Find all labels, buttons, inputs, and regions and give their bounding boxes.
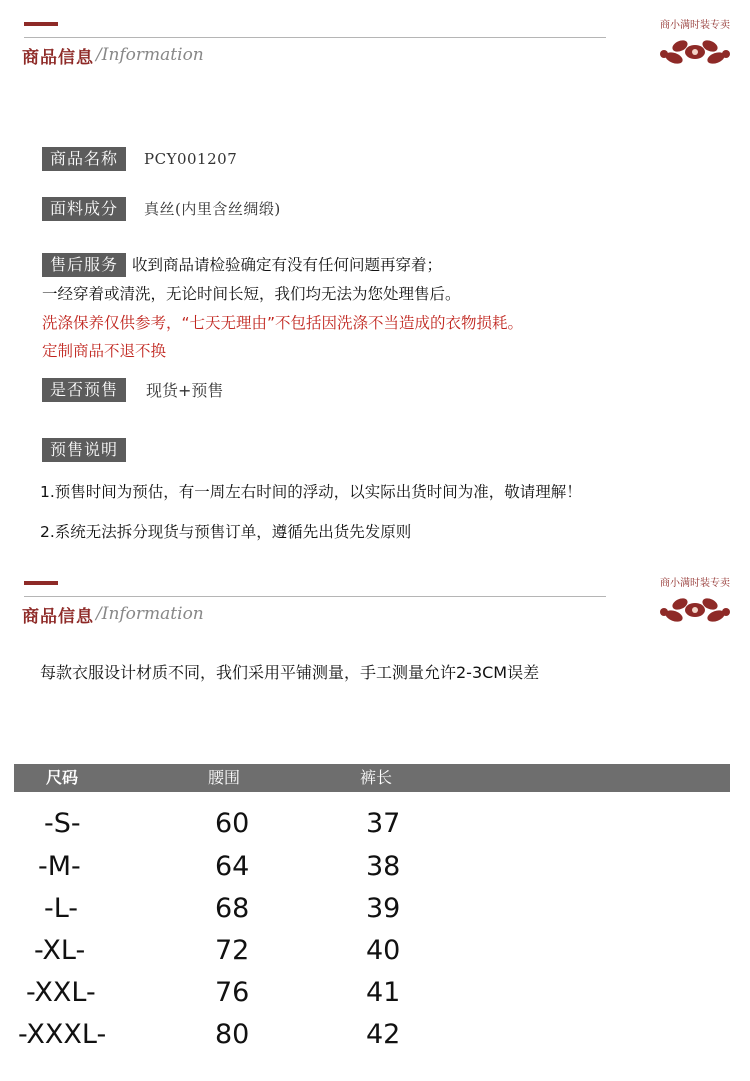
presale-value: 现货+预售 [146, 381, 224, 400]
length-cell: 39 [366, 893, 401, 924]
measurement-note: 每款衣服设计材质不同，我们采用平铺测量，手工测量允许2-3CM误差 [40, 663, 540, 682]
product-name-label: 商品名称 [42, 147, 126, 171]
fabric-label: 面料成分 [42, 197, 126, 221]
length-cell: 42 [366, 1019, 401, 1050]
svg-text:商小满时装专卖: 商小满时装专卖 [660, 20, 730, 31]
section-title: 商品信息 [22, 607, 94, 627]
after-sales-line-2: 一经穿着或清洗，无论时间长短，我们均无法为您处理售后。 [42, 285, 461, 303]
size-column-header: 尺码 [46, 768, 79, 787]
waist-cell: 60 [215, 808, 250, 839]
presale-note-2: 2.系统无法拆分现货与预售订单，遵循先出货先发原则 [40, 523, 412, 541]
size-cell: -XXL- [26, 977, 96, 1008]
after-sales-line-1: 收到商品请检验确定有没有任何问题再穿着； [132, 256, 443, 274]
section-subtitle: /Information [96, 45, 204, 65]
waist-column-header: 腰围 [208, 768, 241, 787]
size-cell: -XL- [34, 935, 86, 966]
section-subtitle: /Information [96, 604, 204, 624]
brand-logo [650, 14, 740, 74]
after-sales-label: 售后服务 [42, 253, 126, 277]
section-rule [24, 37, 606, 38]
length-cell: 41 [366, 977, 401, 1008]
presale-note-label: 预售说明 [42, 438, 126, 462]
length-cell: 37 [366, 808, 401, 839]
waist-cell: 64 [215, 851, 250, 882]
svg-text:商小满时装专卖: 商小满时装专卖 [660, 578, 730, 589]
fabric-value: 真丝(内里含丝绸缎) [144, 200, 281, 218]
brand-logo [650, 572, 740, 632]
waist-cell: 68 [215, 893, 250, 924]
section-rule [24, 596, 606, 597]
length-cell: 40 [366, 935, 401, 966]
size-cell: -M- [38, 851, 81, 882]
size-cell: -S- [44, 808, 81, 839]
waist-cell: 76 [215, 977, 250, 1008]
size-cell: -L- [44, 893, 79, 924]
size-cell: -XXXL- [18, 1019, 107, 1050]
product-name-value: PCY001207 [144, 150, 238, 168]
waist-cell: 72 [215, 935, 250, 966]
custom-no-return-notice: 定制商品不退不换 [42, 342, 167, 360]
waist-cell: 80 [215, 1019, 250, 1050]
section-title: 商品信息 [22, 48, 94, 68]
presale-label: 是否预售 [42, 378, 126, 402]
presale-note-1: 1.预售时间为预估，有一周左右时间的浮动，以实际出货时间为准，敬请理解！ [40, 483, 582, 501]
section-accent-bar [24, 22, 58, 26]
washing-notice: 洗涤保养仅供参考，“七天无理由”不包括因洗涤不当造成的衣物损耗。 [42, 314, 524, 332]
length-column-header: 裤长 [360, 768, 393, 787]
section-accent-bar [24, 581, 58, 585]
length-cell: 38 [366, 851, 401, 882]
